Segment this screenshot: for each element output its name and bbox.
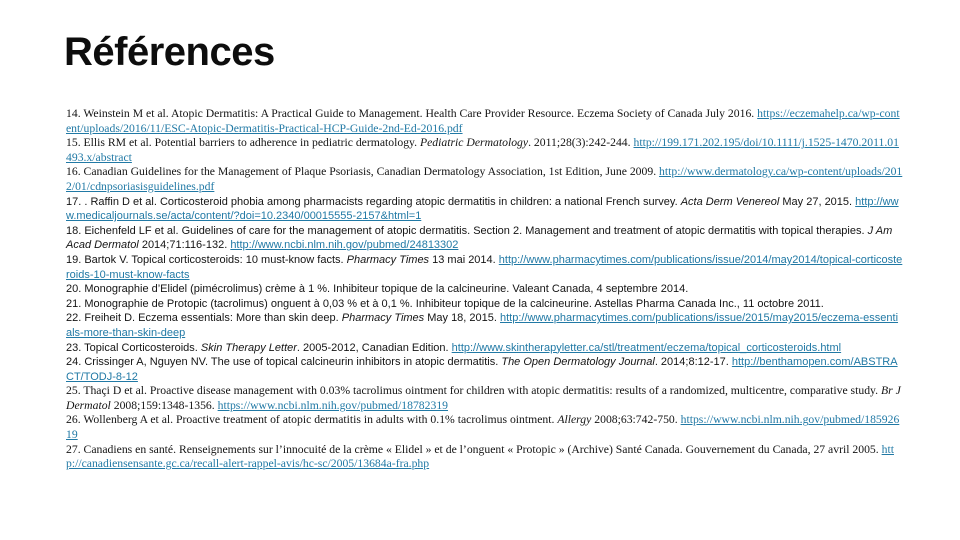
reference-text: 23. Topical Corticosteroids.: [66, 341, 201, 354]
page-title: Références: [64, 30, 275, 74]
reference-link[interactable]: http://canadiensensante.gc.ca/recall-alert-rappel-avis/hc-sc/2005/13684a-fra.php: [66, 442, 894, 471]
reference-text: 13 mai 2014.: [429, 253, 499, 266]
reference-text: . 2011;28(3):242-244.: [528, 136, 634, 150]
reference-text: 2008;63:742-750.: [591, 413, 681, 427]
reference-text: May 27, 2015.: [779, 195, 856, 208]
references-list: [66, 107, 904, 472]
reference-text: 22. Freiheit D. Eczema essentials: More than skin deep.: [66, 312, 342, 325]
reference-text: 15. Ellis RM et al. Potential barriers to adherence in pediatric dermatology.: [66, 136, 420, 150]
reference-text: 26. Wollenberg A et al. Proactive treatment of atopic dermatitis in adults with 0.1% tacrolimus ointment.: [66, 413, 558, 427]
reference-link[interactable]: http://benthamopen.com/ABSTRACT/TODJ-8-12: [66, 356, 898, 383]
reference-item: [66, 297, 904, 312]
reference-text: 2014;71:116-132.: [138, 239, 231, 252]
journal-name: Pediatric Dermatology: [419, 136, 529, 150]
reference-link[interactable]: http://www.pharmacytimes.com/publications/issue/2014/may2014/topical-corticosteroids-10-must-know-facts: [66, 253, 903, 281]
reference-item: [66, 384, 904, 413]
journal-name: Pharmacy Times: [346, 253, 430, 266]
reference-link[interactable]: http://www.medicaljournals.se/acta/content/?doi=10.2340/00015555-2157&html=1: [66, 195, 899, 223]
reference-item: [66, 224, 904, 253]
reference-text: 24. Crissinger A, Nguyen NV. The use of topical calcineurin inhibitors in atopic dermatitis.: [66, 356, 502, 369]
reference-item: [66, 311, 904, 340]
journal-name: Pharmacy Times: [341, 312, 425, 325]
reference-link[interactable]: http://www.skintherapyletter.ca/stl/treatment/eczema/topical_corticosteroids.html: [451, 341, 842, 354]
reference-item: [66, 107, 904, 136]
reference-link[interactable]: http://www.ncbi.nlm.nih.gov/pubmed/24813302: [230, 239, 459, 252]
reference-link[interactable]: https://www.ncbi.nlm.nih.gov/pubmed/18592619: [66, 413, 900, 442]
reference-text: 17. . Raffin D et al. Corticosteroid phobia among pharmacists regarding atopic dermatitis in children: a national French survey.: [66, 195, 681, 208]
reference-text: 2008;159:1348-1356.: [110, 398, 218, 412]
reference-link[interactable]: http://www.dermatology.ca/wp-content/uploads/2012/01/cdnpsoriasisguidelines.pdf: [66, 165, 903, 193]
reference-link[interactable]: http://199.171.202.195/doi/10.1111/j.1525-1470.2011.01493.x/abstract: [66, 136, 899, 164]
reference-text: 14. Weinstein M et al. Atopic Dermatitis: A Practical Guide to Management. Health Care Provider Resource. Eczema Society of Canada July 2016.: [66, 107, 758, 120]
reference-item: [66, 355, 904, 384]
journal-name: Allergy: [557, 413, 592, 427]
reference-text: May 18, 2015.: [424, 312, 500, 325]
reference-text: 27. Canadiens en santé. Renseignements sur l’innocuité de la crème « Elidel » et de l’onguent « Protopic » (Archive) Santé Canada. Gouvernement du Canada, 27 avril 2005.: [66, 442, 882, 456]
journal-name: Skin Therapy Letter: [200, 341, 297, 354]
journal-name: Br J Dermatol: [66, 384, 901, 412]
reference-link[interactable]: https://eczemahelp.ca/wp-content/uploads/2016/11/ESC-Atopic-Dermatitis-Practical-HCP-Guide-2nd-Ed-2016.pdf: [66, 107, 900, 135]
reference-item: [66, 136, 904, 165]
reference-item: [66, 165, 904, 194]
reference-text: 21. Monographie de Protopic (tacrolimus) onguent à 0,03 % et à 0,1 %. Inhibiteur topique de la calcineurine. Astellas Pharma Canada Inc., 11 octobre 2011.: [66, 297, 824, 310]
reference-item: [66, 413, 904, 442]
reference-text: 16. Canadian Guidelines for the Management of Plaque Psoriasis, Canadian Dermatology Association, 1st Edition, June 2009.: [66, 165, 660, 179]
reference-link[interactable]: http://www.pharmacytimes.com/publications/issue/2015/may2015/eczema-essentials-more-than-skin-deep: [66, 312, 899, 339]
reference-item: [66, 341, 904, 356]
journal-name: The Open Dermatology Journal: [501, 356, 655, 369]
reference-text: 25. Thaçi D et al. Proactive disease management with 0.03% tacrolimus ointment for children with atopic dermatitis: results of a randomized, multicentre, comparative study.: [66, 384, 881, 398]
journal-name: Acta Derm Venereol: [680, 195, 780, 208]
reference-item: [66, 195, 904, 224]
reference-item: [66, 443, 904, 472]
reference-text: 18. Eichenfeld LF et al. Guidelines of care for the management of atopic dermatitis. Section 2. Management and treatment of atopic dermatitis with topical therapies.: [66, 224, 868, 237]
reference-item: [66, 253, 904, 282]
journal-name: J Am Acad Dermatol: [66, 224, 893, 252]
reference-text: 19. Bartok V. Topical corticosteroids: 10 must-know facts.: [66, 253, 347, 266]
reference-text: 20. Monographie d’Elidel (pimécrolimus) crème à 1 %. Inhibiteur topique de la calcineurine. Valeant Canada, 4 septembre 2014.: [66, 283, 689, 296]
reference-text: . 2005-2012, Canadian Edition.: [296, 341, 452, 354]
reference-link[interactable]: https://www.ncbi.nlm.nih.gov/pubmed/18782319: [217, 398, 449, 412]
reference-item: [66, 282, 904, 297]
reference-text: . 2014;8:12-17.: [654, 356, 732, 369]
